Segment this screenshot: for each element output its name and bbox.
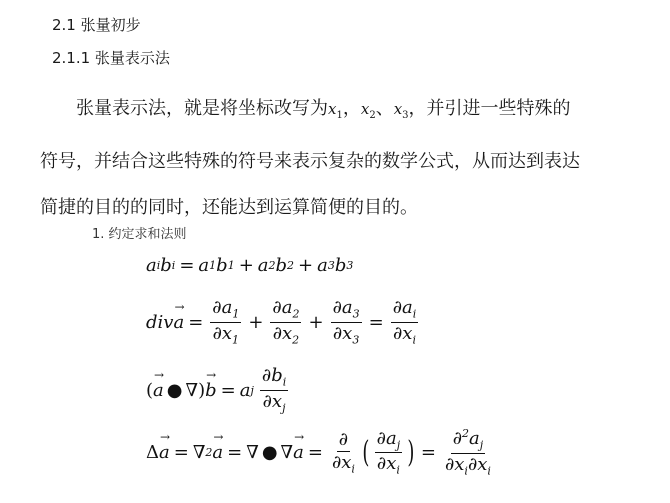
equation-divergence: div → a = $\frac{\partial a_1}{\partial x_1}$ + $\frac{\partial a_2}{\partial x_2}$ + $\frac{\partial a_3}{\partial x_3}$ = $\frac{\partial a_i}{\partial x_i}$ [146, 298, 421, 346]
equation-laplacian: Δ → a = ∇ 2 → a = ∇ ● ∇ → a = $\frac{\partial}{\partial x_i}$ ( $\frac{\partial a_j}{\partial x_i}$ ) = $\frac{\partial^2a_j}{\partial x_i\partial x_i}$ [146, 428, 496, 477]
paragraph-line-3: 简捷的目的的同时，还能达到运算简便的目的。 [40, 197, 418, 218]
paragraph-line-2: 符号，并结合这些特殊的符号来表示复杂的数学公式，从而达到表达 [40, 151, 580, 172]
intro-paragraph [40, 86, 646, 231]
separator: ， [342, 98, 361, 119]
separator: 、 [375, 98, 394, 119]
equation-directional-derivative: ( → a ● ∇ ) → b = a j $\frac{\partial b_i}{\partial x_j}$ [146, 366, 291, 414]
section-heading: 2.1 张量初步 [52, 16, 141, 34]
list-item-summation-convention: 1. 约定求和法则 [92, 227, 187, 242]
x3-variable: $x_3$ [393, 100, 409, 121]
paragraph-text: 张量表示法，就是将坐标改写为 [76, 98, 328, 119]
x1-variable: $x_1$ [328, 100, 343, 121]
paragraph-line-1 [76, 86, 646, 139]
subsection-heading: 2.1.1 张量表示法 [52, 49, 170, 67]
x2-variable: $x_2$ [360, 100, 376, 121]
equation-summation: a i b i = a 1 b 1 + a 2 b 2 + a 3 b 3 [146, 255, 354, 276]
paragraph-text: ，并引进一些特殊的 [408, 98, 571, 119]
